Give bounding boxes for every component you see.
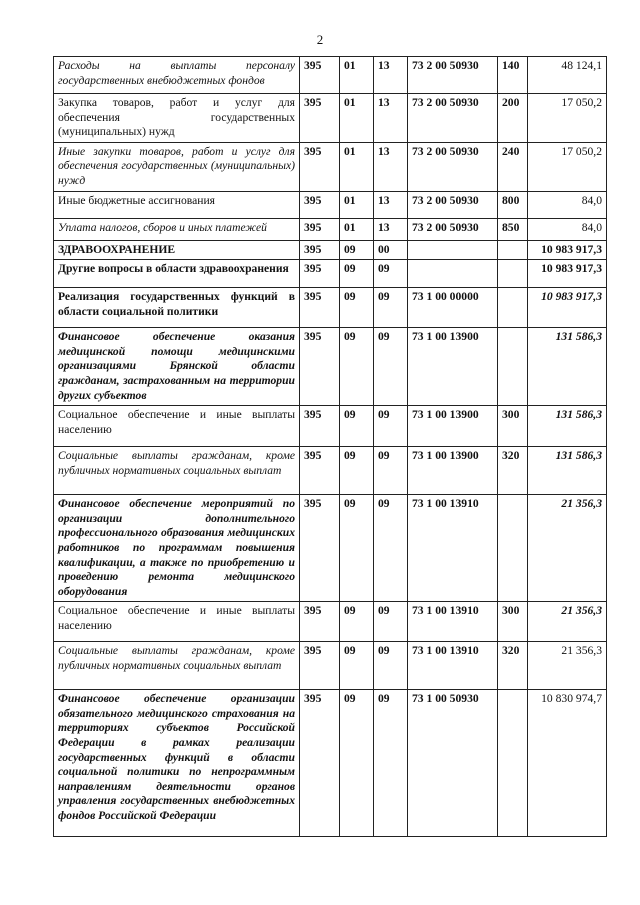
budget-item-name: Социальное обеспечение и иные выплаты населению	[54, 406, 300, 447]
budget-item-name: Другие вопросы в области здравоохранения	[54, 260, 300, 288]
amount-value: 21 356,3	[528, 495, 607, 602]
budget-item-name: Иные бюджетные ассигнования	[54, 191, 300, 218]
expense-type-code: 300	[498, 602, 528, 642]
target-article-code: 73 1 00 00000	[408, 288, 498, 328]
expense-type-code: 140	[498, 57, 528, 94]
ministry-code: 395	[300, 495, 340, 602]
subsection-code: 09	[374, 447, 408, 495]
budget-item-name: Социальные выплаты гражданам, кроме публичных нормативных социальных выплат	[54, 447, 300, 495]
budget-item-name: Расходы на выплаты персоналу государственных внебюджетных фондов	[54, 57, 300, 94]
target-article-code	[408, 240, 498, 260]
table-row	[54, 240, 607, 260]
section-code: 09	[340, 495, 374, 602]
budget-item-name: Финансовое обеспечение мероприятий по организации дополнительного профессионального образования медицинских работников по программам повышения квалификации, а также по приобретению и проведению ремонта медицинского оборудования	[54, 495, 300, 602]
budget-item-name: Закупка товаров, работ и услуг для обеспечения государственных (муниципальных) нужд	[54, 94, 300, 143]
page-number: 2	[316, 32, 324, 47]
target-article-code: 73 2 00 50930	[408, 94, 498, 143]
expense-type-code: 320	[498, 447, 528, 495]
amount-value: 21 356,3	[528, 642, 607, 690]
amount-value: 10 830 974,7	[528, 690, 607, 837]
subsection-code: 13	[374, 142, 408, 191]
target-article-code: 73 2 00 50930	[408, 57, 498, 94]
amount-value: 17 050,2	[528, 142, 607, 191]
section-code: 01	[340, 94, 374, 143]
subsection-code: 09	[374, 260, 408, 288]
section-code: 01	[340, 142, 374, 191]
section-code: 01	[340, 191, 374, 218]
table-row	[54, 288, 607, 328]
section-code: 01	[340, 57, 374, 94]
expense-type-code	[498, 690, 528, 837]
target-article-code: 73 1 00 13910	[408, 495, 498, 602]
table-row	[54, 218, 607, 240]
ministry-code: 395	[300, 406, 340, 447]
target-article-code: 73 2 00 50930	[408, 142, 498, 191]
expense-type-code: 200	[498, 94, 528, 143]
section-code: 09	[340, 240, 374, 260]
amount-value: 131 586,3	[528, 406, 607, 447]
subsection-code: 09	[374, 328, 408, 406]
table-row	[54, 260, 607, 288]
target-article-code: 73 1 00 13910	[408, 602, 498, 642]
amount-value: 21 356,3	[528, 602, 607, 642]
ministry-code: 395	[300, 288, 340, 328]
subsection-code: 09	[374, 602, 408, 642]
table-row	[54, 57, 607, 94]
ministry-code: 395	[300, 240, 340, 260]
budget-item-name: Финансовое обеспечение организации обязательного медицинского страхования на территориях субъектов Российской Федерации в рамках реализации государственных функций в области социальной политики по непрограммным направлениям деятельности органов управления государственных внебюджетных фондов Российской Федерации	[54, 690, 300, 837]
target-article-code: 73 1 00 13910	[408, 642, 498, 690]
table-row	[54, 447, 607, 495]
expense-type-code: 800	[498, 191, 528, 218]
amount-value: 10 983 917,3	[528, 260, 607, 288]
table-row	[54, 495, 607, 602]
ministry-code: 395	[300, 191, 340, 218]
ministry-code: 395	[300, 218, 340, 240]
ministry-code: 395	[300, 142, 340, 191]
expense-type-code: 850	[498, 218, 528, 240]
table-body	[54, 57, 607, 837]
amount-value: 10 983 917,3	[528, 240, 607, 260]
section-code: 09	[340, 328, 374, 406]
budget-item-name: Финансовое обеспечение оказания медицинской помощи медицинскими организациями Брянской области гражданам, застрахованным на территории других субъектов	[54, 328, 300, 406]
table-row	[54, 602, 607, 642]
section-code: 01	[340, 218, 374, 240]
section-code: 09	[340, 690, 374, 837]
subsection-code: 09	[374, 495, 408, 602]
target-article-code: 73 2 00 50930	[408, 218, 498, 240]
subsection-code: 09	[374, 288, 408, 328]
target-article-code: 73 1 00 50930	[408, 690, 498, 837]
target-article-code: 73 2 00 50930	[408, 191, 498, 218]
target-article-code: 73 1 00 13900	[408, 406, 498, 447]
expense-type-code: 300	[498, 406, 528, 447]
budget-table	[53, 56, 607, 837]
ministry-code: 395	[300, 57, 340, 94]
target-article-code	[408, 260, 498, 288]
expense-type-code	[498, 288, 528, 328]
budget-item-name: Уплата налогов, сборов и иных платежей	[54, 218, 300, 240]
ministry-code: 395	[300, 690, 340, 837]
section-code: 09	[340, 406, 374, 447]
budget-item-name: ЗДРАВООХРАНЕНИЕ	[54, 240, 300, 260]
subsection-code: 09	[374, 406, 408, 447]
section-code: 09	[340, 260, 374, 288]
table-row	[54, 142, 607, 191]
subsection-code: 13	[374, 94, 408, 143]
subsection-code: 13	[374, 218, 408, 240]
section-code: 09	[340, 288, 374, 328]
budget-item-name: Социальное обеспечение и иные выплаты населению	[54, 602, 300, 642]
amount-value: 131 586,3	[528, 447, 607, 495]
table-row	[54, 642, 607, 690]
expense-type-code: 240	[498, 142, 528, 191]
subsection-code: 13	[374, 57, 408, 94]
expense-type-code	[498, 260, 528, 288]
target-article-code: 73 1 00 13900	[408, 328, 498, 406]
expense-type-code: 320	[498, 642, 528, 690]
amount-value: 17 050,2	[528, 94, 607, 143]
target-article-code: 73 1 00 13900	[408, 447, 498, 495]
expense-type-code	[498, 495, 528, 602]
amount-value: 84,0	[528, 191, 607, 218]
ministry-code: 395	[300, 328, 340, 406]
budget-item-name: Реализация государственных функций в области социальной политики	[54, 288, 300, 328]
amount-value: 84,0	[528, 218, 607, 240]
budget-item-name: Иные закупки товаров, работ и услуг для обеспечения государственных (муниципальных) нужд	[54, 142, 300, 191]
table-row	[54, 406, 607, 447]
subsection-code: 00	[374, 240, 408, 260]
expense-type-code	[498, 240, 528, 260]
table-row	[54, 328, 607, 406]
section-code: 09	[340, 602, 374, 642]
section-code: 09	[340, 642, 374, 690]
budget-item-name: Социальные выплаты гражданам, кроме публичных нормативных социальных выплат	[54, 642, 300, 690]
ministry-code: 395	[300, 260, 340, 288]
ministry-code: 395	[300, 602, 340, 642]
ministry-code: 395	[300, 447, 340, 495]
table-row	[54, 94, 607, 143]
expense-type-code	[498, 328, 528, 406]
subsection-code: 09	[374, 690, 408, 837]
ministry-code: 395	[300, 94, 340, 143]
table-row	[54, 690, 607, 837]
subsection-code: 13	[374, 191, 408, 218]
section-code: 09	[340, 447, 374, 495]
ministry-code: 395	[300, 642, 340, 690]
amount-value: 48 124,1	[528, 57, 607, 94]
subsection-code: 09	[374, 642, 408, 690]
amount-value: 10 983 917,3	[528, 288, 607, 328]
amount-value: 131 586,3	[528, 328, 607, 406]
table-row	[54, 191, 607, 218]
